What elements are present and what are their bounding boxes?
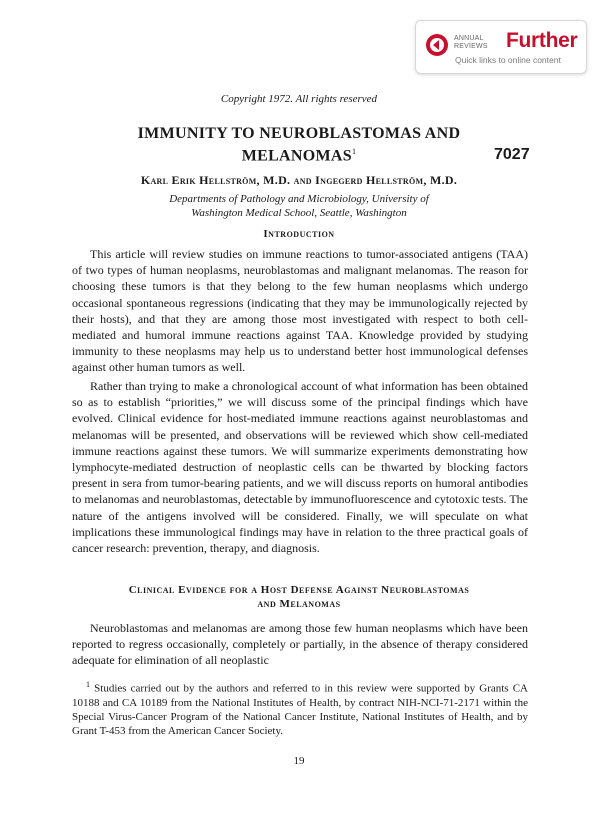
- intro-paragraph-1: This article will review studies on immune reactions to tumor-associated antigens (TAA) of two types of human neoplasms, neuroblastomas and malignant melanomas. The reason for choosing these tumors is that they belong to the few human neoplasms which undergo occasional spontaneous regressions (indicating that they may be immunologically rejected by their hosts), and that they are among those most investigated with respect to both cell-mediated and humoral immune reactions against TAA. Knowledge provided by studying immunity to these neoplasms may help us to understand better host immunological defenses against other human tumors as well.: [72, 247, 528, 375]
- further-logo-icon: [425, 33, 449, 57]
- section-heading-introduction: Introduction: [263, 228, 335, 240]
- footnote: $^1$ Studies carried out by the authors and referred to in this review were supported by Grants CA 10188 and CA 10189 from the National Institutes of Health, by contract NIH-NCI-71-2171 within the Special Virus-Cancer Program of the National Cancer Institute, National Institutes of Health, and by Grant T-453 from the American Cancer Society.: [72, 680, 529, 737]
- page-number: 19: [293, 755, 305, 767]
- intro-paragraph-2: Rather than trying to make a chronological account of what information has been obtained so as to establish “priorities,” we will discuss some of the principal findings which have evolved. Clinical evidence for host-mediated immune reactions against neuroblastomas and melanomas will be presented, and observations will be reviewed which show cell-mediated immune reactions against these tumors. We will summarize experiments demonstrating how lymphocyte-mediated destruction of neoplastic cells can be thwarted by blocking factors present in sera from tumor-bearing patients, and we will discuss reports on humoral antibodies to melanomas and neuroblastomas, detectable by immunofluorescence and cytotoxic tests. The nature of the antigens involved will be considered. Finally, we will speculate on what implications these immunological findings may have in relation to the three practical goals of cancer research: prevention, therapy, and diagnosis.: [72, 379, 528, 556]
- article-number: 7027: [494, 146, 530, 163]
- further-label: Further: [506, 29, 578, 52]
- title-line-1: IMMUNITY TO NEUROBLASTOMAS AND: [137, 125, 461, 142]
- article-title: [60, 125, 538, 165]
- quick-links-text: Quick links to online content: [455, 55, 561, 65]
- annual-reviews-further-banner[interactable]: [415, 20, 587, 74]
- annual-reviews-label: ANNUAL REVIEWS: [454, 35, 488, 50]
- title-line-2: MELANOMAS$^1$: [241, 147, 357, 165]
- footnote-mark: 1: [86, 680, 90, 689]
- authors: Karl Erik Hellström, M.D. and Ingegerd Hellström, M.D.: [140, 173, 458, 187]
- copyright-notice: Copyright 1972. All rights reserved: [220, 93, 378, 105]
- title-footnote-mark: 1: [351, 147, 357, 156]
- section-heading-clinical-evidence: Clinical Evidence for a Host Defense Against Neuroblastomas and Melanomas: [128, 584, 470, 610]
- clinical-paragraph-1: Neuroblastomas and melanomas are among those few human neoplasms which have been reported to regress occasionally, completely or partially, in the absence of therapy considered adequate for elimination of all neoplastic: [72, 621, 528, 668]
- affiliation: Departments of Pathology and Microbiology, University of Washington Medical School, Seattle, Washington: [169, 193, 429, 219]
